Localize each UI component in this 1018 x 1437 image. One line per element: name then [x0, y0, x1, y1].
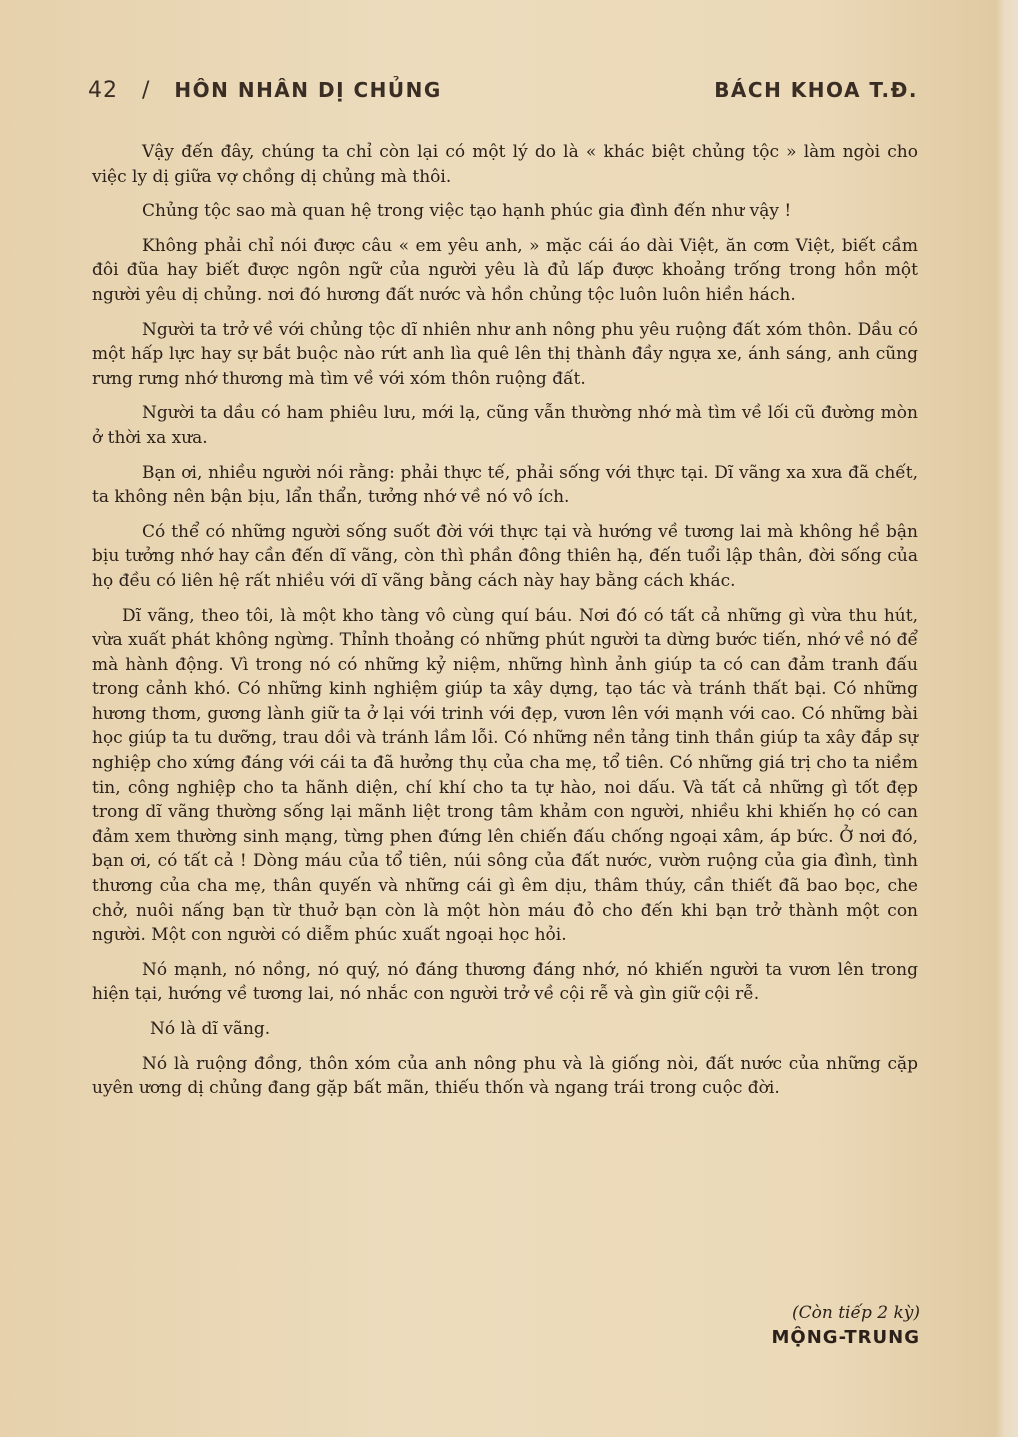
page-edge: [996, 0, 1018, 1437]
paragraph: Dĩ vãng, theo tôi, là một kho tàng vô cùng quí báu. Nơi đó có tất cả những gì vừa thu hút, vừa xuất phát không ngừng. Thỉnh thoảng có những phút người ta dừng bước tiến, nhớ về nó để mà hành động. Vì trong nó có những kỷ niệm, những hình ảnh giúp ta có can đảm tranh đấu trong cảnh khó. Có những kinh nghiệm giúp ta xây dựng, tạo tác và tránh thất bại. Có những hương thơm, gương lành giữ ta ở lại với trinh với đẹp, vươn lên với mạnh với cao. Có những bài học giúp ta tu dưỡng, trau dồi và tránh lầm lỗi. Có những nền tảng tinh thần giúp ta xây đắp sự nghiệp cho xứng đáng với cái ta đã hưởng thụ của cha mẹ, tổ tiên. Có những giá trị cho ta niềm tin, công nghiệp cho ta hãnh diện, chí khí cho ta tự hào, noi dấu. Và tất cả những gì tốt đẹp trong dĩ vãng thường sống lại mãnh liệt trong tâm khảm con người, nhiều khi khiến họ có can đảm xem thường sinh mạng, từng phen đứng lên chiến đấu chống ngoại xâm, áp bức. Ở nơi đó, bạn ơi, có tất cả ! Dòng máu của tổ tiên, núi sông của đất nước, vườn ruộng của gia đình, tình thương của cha mẹ, thân quyến và những cái gì êm dịu, thâm thúy, cần thiết đã bao bọc, che chở, nuôi nấng bạn từ thuở bạn còn là một hòn máu đỏ cho đến khi bạn trở thành một con người. Một con người có diễm phúc xuất ngoại học hỏi.: [92, 605, 918, 946]
paragraph: Người ta trở về với chủng tộc dĩ nhiên như anh nông phu yêu ruộng đất xóm thôn. Dầu có một hấp lực hay sự bắt buộc nào rứt anh lìa quê lên thị thành đầy ngựa xe, ánh sáng, anh cũng rưng rưng nhớ thương mà tìm về với xóm thôn ruộng đất.: [92, 319, 918, 389]
running-header: [88, 78, 918, 112]
header-separator: /: [141, 78, 151, 103]
publication-name: BÁCH KHOA T.Đ.: [714, 78, 918, 102]
paragraph: Nó mạnh, nó nồng, nó quý, nó đáng thương đáng nhớ, nó khiến người ta vươn lên trong hiện tại, hướng về tương lai, nó nhắc con người trở về cội rễ và gìn giữ cội rễ.: [92, 959, 918, 1005]
article-closing: [772, 1303, 920, 1348]
paragraph: Người ta dầu có ham phiêu lưu, mới lạ, cũng vẫn thường nhớ mà tìm về lối cũ đường mòn ở thời xa xưa.: [92, 403, 918, 448]
continued-note: (Còn tiếp 2 kỳ): [792, 1303, 920, 1323]
paragraph: Nó là ruộng đồng, thôn xóm của anh nông phu và là giống nòi, đất nước của những cặp uyên ương dị chủng đang gặp bất mãn, thiếu thốn và ngang trái trong cuộc đời.: [92, 1053, 918, 1099]
article-body: [92, 140, 918, 1111]
paragraph: Không phải chỉ nói được câu « em yêu anh, » mặc cái áo dài Việt, ăn cơm Việt, biết cầm đôi đũa hay biết được ngôn ngữ của người yêu là đủ lấp được khoảng trống trong hồn một người yêu dị chủng. nơi đó hương đất nước và hồn chủng tộc luôn luôn hiền hách.: [92, 235, 918, 305]
author-name: MỘNG-TRUNG: [771, 1327, 920, 1348]
page-number: 42: [88, 78, 118, 103]
article-title: HÔN NHÂN DỊ CHỦNG: [174, 78, 442, 102]
paragraph: Có thể có những người sống suốt đời với thực tại và hướng về tương lai mà không hề bận bịu tưởng nhớ hay cần đến dĩ vãng, còn thì phần đông thiên hạ, đến tuổi lập thân, đời sống của họ đều có liên hệ rất nhiều với dĩ vãng bằng cách này hay bằng cách khác.: [92, 521, 918, 591]
header-left: [88, 78, 442, 103]
paragraph: Bạn ơi, nhiều người nói rằng: phải thực tế, phải sống với thực tại. Dĩ vãng xa xưa đã chết, ta không nên bận bịu, lẩn thẩn, tưởng nhớ về nó vô ích.: [92, 462, 918, 508]
paragraph: Chủng tộc sao mà quan hệ trong việc tạo hạnh phúc gia đình đến như vậy !: [142, 201, 792, 222]
paragraph: Nó là dĩ vãng.: [150, 1019, 271, 1039]
paragraph: Vậy đến đây, chúng ta chỉ còn lại có một lý do là « khác biệt chủng tộc » làm ngòi cho việc ly dị giữa vợ chồng dị chủng mà thôi.: [92, 142, 918, 187]
